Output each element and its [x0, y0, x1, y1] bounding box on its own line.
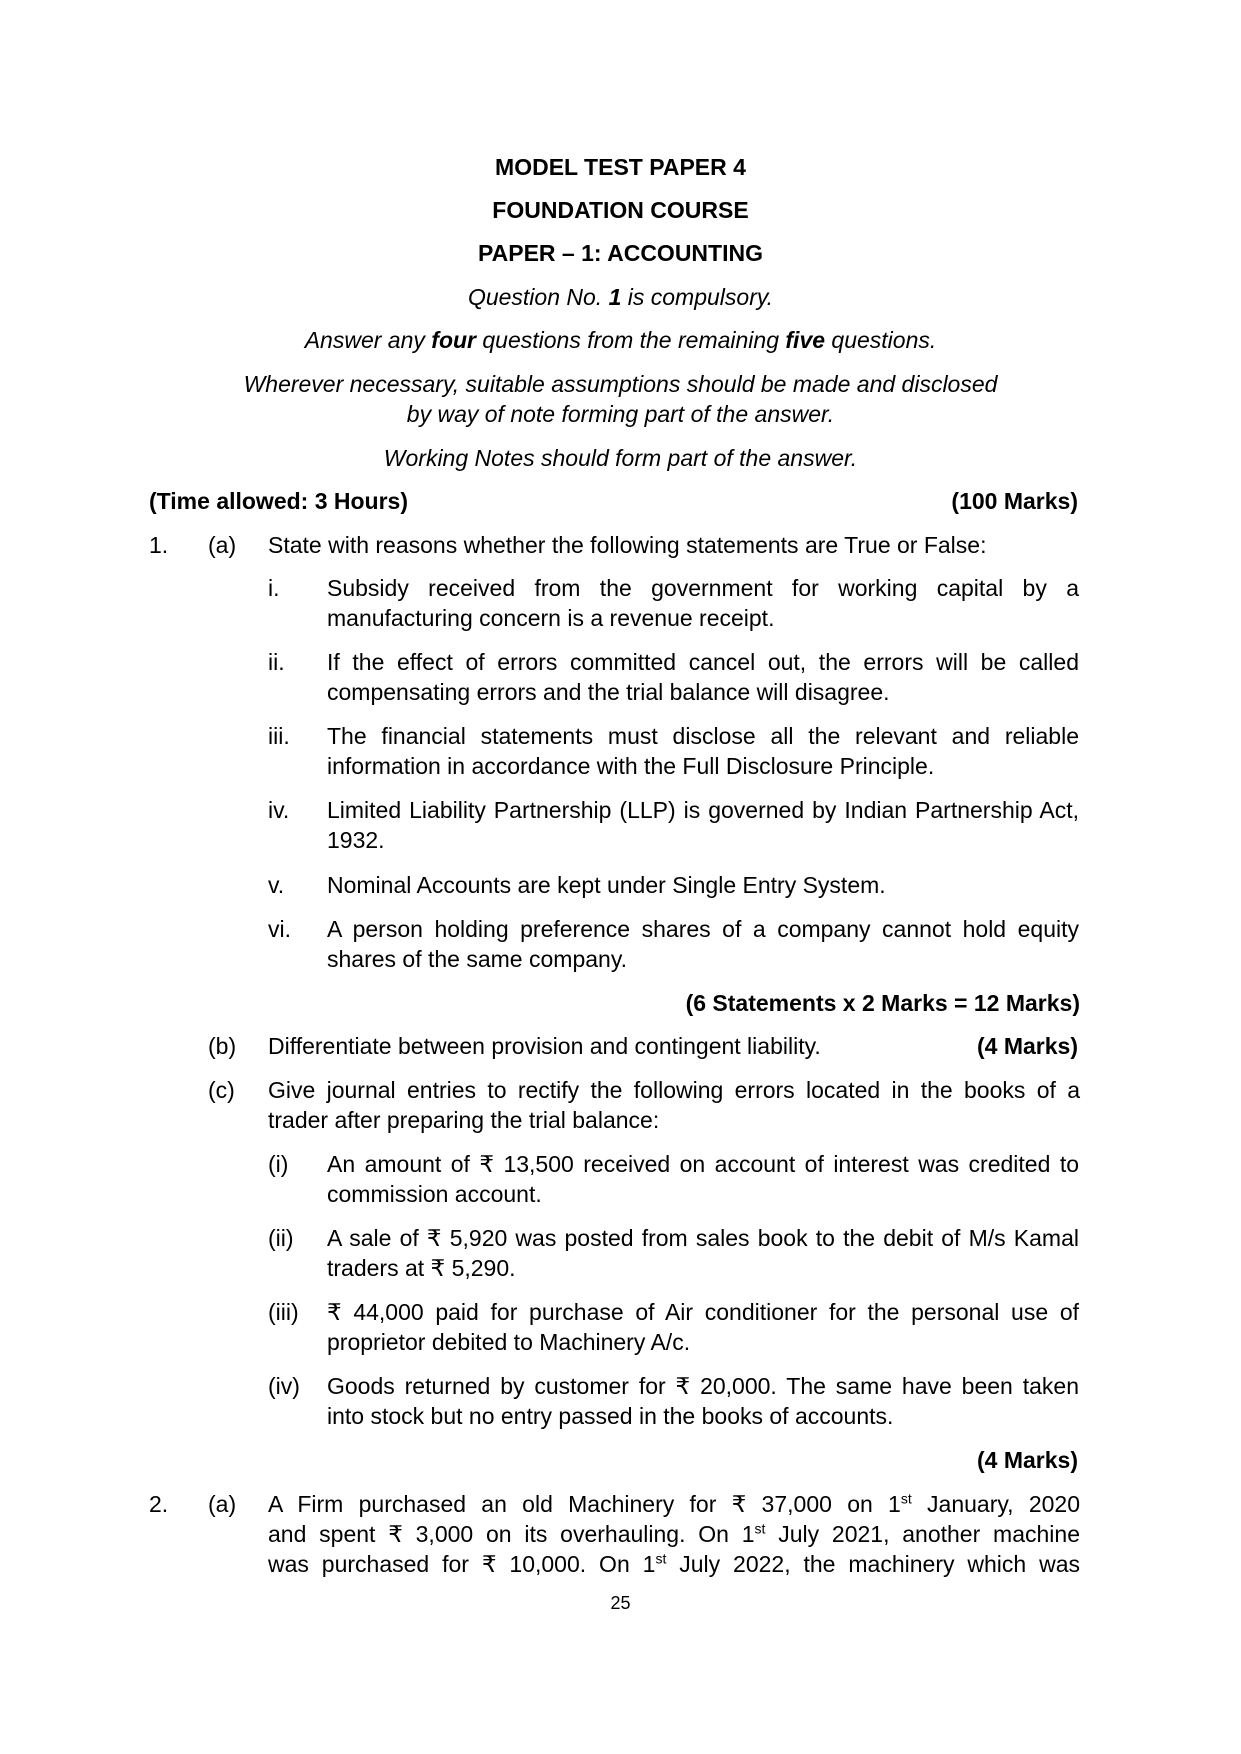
question-1c-marks: (4 Marks) — [977, 1447, 1078, 1473]
statement-2-text: If the effect of errors committed cancel out, the errors will be called compensating errors and the trial balance will disagree. — [327, 649, 1079, 705]
question-2a-line-1: A Firm purchased an old Machinery for ₹ 37,000 on 1st January, 2020 — [268, 1490, 1080, 1517]
question-1b-label: (b) — [208, 1033, 237, 1059]
statement-5-number: v. — [268, 872, 285, 898]
statement-2-number: ii. — [268, 649, 285, 675]
statement-4-number: iv. — [268, 797, 290, 823]
question-1b-marks: (4 Marks) — [977, 1033, 1078, 1059]
statement-6-number: vi. — [268, 916, 291, 942]
question-1-number: 1. — [149, 532, 169, 558]
question-2a-label: (a) — [208, 1491, 237, 1517]
statement-6-text: A person holding preference shares of a company cannot hold equity shares of the same company. — [327, 916, 1079, 972]
error-3-number: (iii) — [268, 1299, 299, 1325]
instruction-assumptions-line-2: by way of note forming part of the answer. — [406, 401, 835, 427]
statement-3-text: The financial statements must disclose all the relevant and reliable information in accordance with the Full Disclosure Principle. — [327, 723, 1079, 779]
error-4-number: (iv) — [268, 1373, 300, 1399]
question-2a-line-2: and spent ₹ 3,000 on its overhauling. On 1st July 2021, another machine — [268, 1520, 1080, 1547]
question-2a-line-3: was purchased for ₹ 10,000. On 1st July 2022, the machinery which was — [268, 1550, 1080, 1577]
page-number: 25 — [610, 1593, 631, 1613]
instruction-assumptions-line-1: Wherever necessary, suitable assumptions should be made and disclosed — [243, 371, 998, 397]
statement-1-text: Subsidy received from the government for working capital by a manufacturing concern is a revenue receipt. — [327, 575, 1079, 631]
error-2-number: (ii) — [268, 1225, 294, 1251]
error-3-text: ₹ 44,000 paid for purchase of Air conditioner for the personal use of proprietor debited to Machinery A/c. — [327, 1299, 1079, 1355]
total-marks: (100 Marks) — [951, 488, 1078, 514]
instruction-working-notes: Working Notes should form part of the answer. — [383, 445, 858, 471]
title-line-1: MODEL TEST PAPER 4 — [495, 154, 746, 180]
question-1c-text: Give journal entries to rectify the following errors located in the books of a trader after preparing the trial balance: — [268, 1077, 1080, 1133]
question-1a-label: (a) — [208, 532, 237, 558]
question-2-number: 2. — [149, 1491, 169, 1517]
question-1c-label: (c) — [208, 1077, 235, 1103]
instruction-compulsory: Question No. 1 is compulsory. — [467, 284, 774, 310]
title-line-3: PAPER – 1: ACCOUNTING — [478, 240, 763, 266]
instruction-answer-any: Answer any four questions from the remaining five questions. — [304, 327, 937, 353]
error-1-number: (i) — [268, 1151, 289, 1177]
time-allowed: (Time allowed: 3 Hours) — [149, 488, 409, 514]
title-line-2: FOUNDATION COURSE — [492, 197, 749, 223]
question-1b-text: Differentiate between provision and contingent liability. — [268, 1033, 821, 1059]
question-1a-text: State with reasons whether the following statements are True or False: — [268, 532, 987, 558]
question-1a-marks: (6 Statements x 2 Marks = 12 Marks) — [685, 990, 1080, 1016]
error-1-text: An amount of ₹ 13,500 received on account of interest was credited to commission account. — [327, 1151, 1079, 1207]
error-4-text: Goods returned by customer for ₹ 20,000. The same have been taken into stock but no entry passed in the books of accounts. — [327, 1373, 1079, 1429]
statement-3-number: iii. — [268, 723, 290, 749]
error-2-text: A sale of ₹ 5,920 was posted from sales book to the debit of M/s Kamal traders at ₹ 5,290. — [327, 1225, 1079, 1281]
statement-4-text: Limited Liability Partnership (LLP) is governed by Indian Partnership Act, 1932. — [327, 797, 1079, 853]
statement-1-number: i. — [268, 575, 280, 601]
statement-5-text: Nominal Accounts are kept under Single Entry System. — [327, 872, 886, 898]
